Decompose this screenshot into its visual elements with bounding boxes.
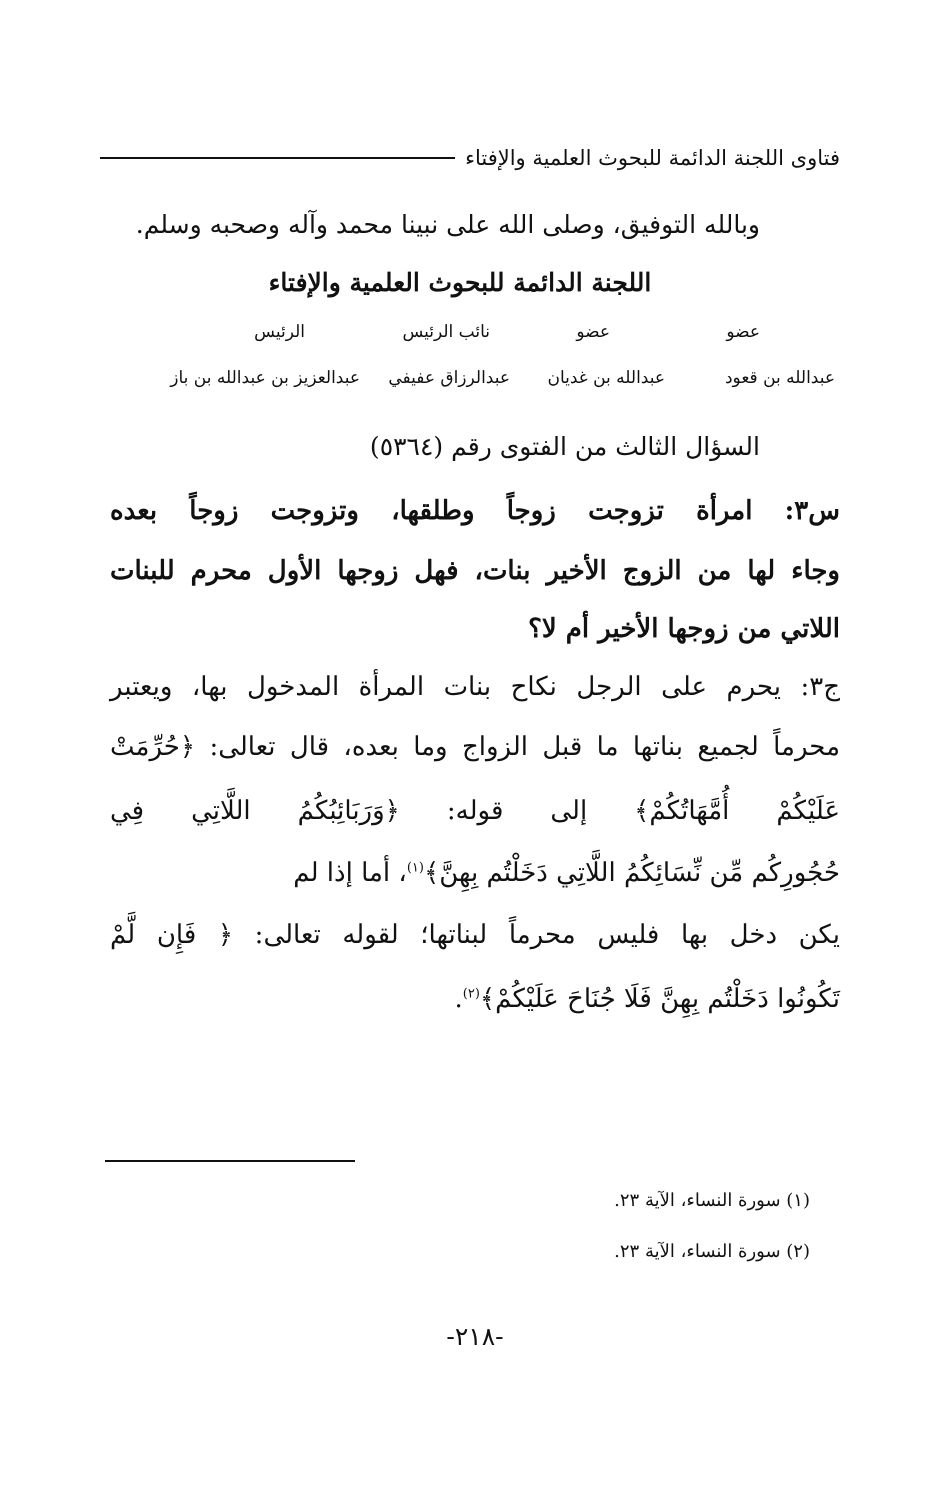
answer-line-1: ج٣: يحرم على الرجل نكاح بنات المرأة المدخول بها، ويعتبر <box>110 672 840 702</box>
footnote-rule <box>105 1160 355 1162</box>
signature-roles-row <box>125 322 815 352</box>
committee-title: اللجنة الدائمة للبحوث العلمية والإفتاء <box>268 268 652 297</box>
role-member-2: عضو <box>576 322 610 342</box>
page-number: -٢١٨- <box>446 1322 504 1351</box>
answer-line-5: يكن دخل بها فليس محرماً لبناتها؛ لقوله تعالى: ﴿ فَإِن لَّمْ <box>110 920 840 950</box>
running-title: فتاوى اللجنة الدائمة للبحوث العلمية والإفتاء <box>465 146 840 170</box>
name-vice-president: عبدالرزاق عفيفي <box>388 368 510 388</box>
role-member-1: عضو <box>726 322 760 342</box>
answer-line-2: محرماً لجميع بناتها ما قبل الزواج وما بعده، قال تعالى: ﴿حُرِّمَتْ <box>110 732 840 762</box>
answer-line-4-quran: حُجُورِكُم مِّن نِّسَائِكُمُ اللَّاتِي دَخَلْتُم بِهِنَّ﴾ <box>423 858 840 888</box>
question-line-1: س٣: امرأة تزوجت زوجاً وطلقها، وتزوجت زوجاً بعده <box>110 496 840 526</box>
question-line-2: وجاء لها من الزوج الأخير بنات، فهل زوجها الأول محرم للبنات <box>110 556 840 586</box>
name-member-1: عبدالله بن قعود <box>724 368 835 388</box>
name-member-2: عبدالله بن غديان <box>547 368 665 388</box>
closing-line: وبالله التوفيق، وصلى الله على نبينا محمد وآله وصحبه وسلم. <box>135 210 760 239</box>
question-line-3: اللاتي من زوجها الأخير أم لا؟ <box>528 614 840 644</box>
answer-line-6 <box>110 984 840 1014</box>
answer-line-6-tail: . <box>454 984 463 1014</box>
footnote-marker-2: (٢) <box>462 986 480 1002</box>
footnote-marker-1: (١) <box>406 860 424 876</box>
role-president: الرئيس <box>254 322 305 342</box>
signature-names-row <box>125 368 835 398</box>
answer-line-4 <box>110 858 840 888</box>
question-label: السؤال الثالث من الفتوى رقم (٥٣٦٤) <box>369 432 760 461</box>
running-header <box>100 140 840 176</box>
answer-line-4-tail: ، أما إذا لم <box>293 858 407 888</box>
name-president: عبدالعزيز بن عبدالله بن باز <box>170 368 360 388</box>
footnote-2: (٢) سورة النساء، الآية ٢٣. <box>614 1241 810 1262</box>
role-vice-president: نائب الرئيس <box>402 322 490 342</box>
footnote-1: (١) سورة النساء، الآية ٢٣. <box>614 1190 810 1211</box>
answer-line-6-quran: تَكُونُوا دَخَلْتُم بِهِنَّ فَلَا جُنَاحَ عَلَيْكُمْ﴾ <box>479 984 840 1014</box>
answer-line-3: عَلَيْكُمْ أُمَّهَاتُكُمْ﴾ إلى قوله: ﴿وَرَبَائِبُكُمُ اللَّاتِي فِي <box>110 796 840 826</box>
header-rule <box>100 157 455 159</box>
